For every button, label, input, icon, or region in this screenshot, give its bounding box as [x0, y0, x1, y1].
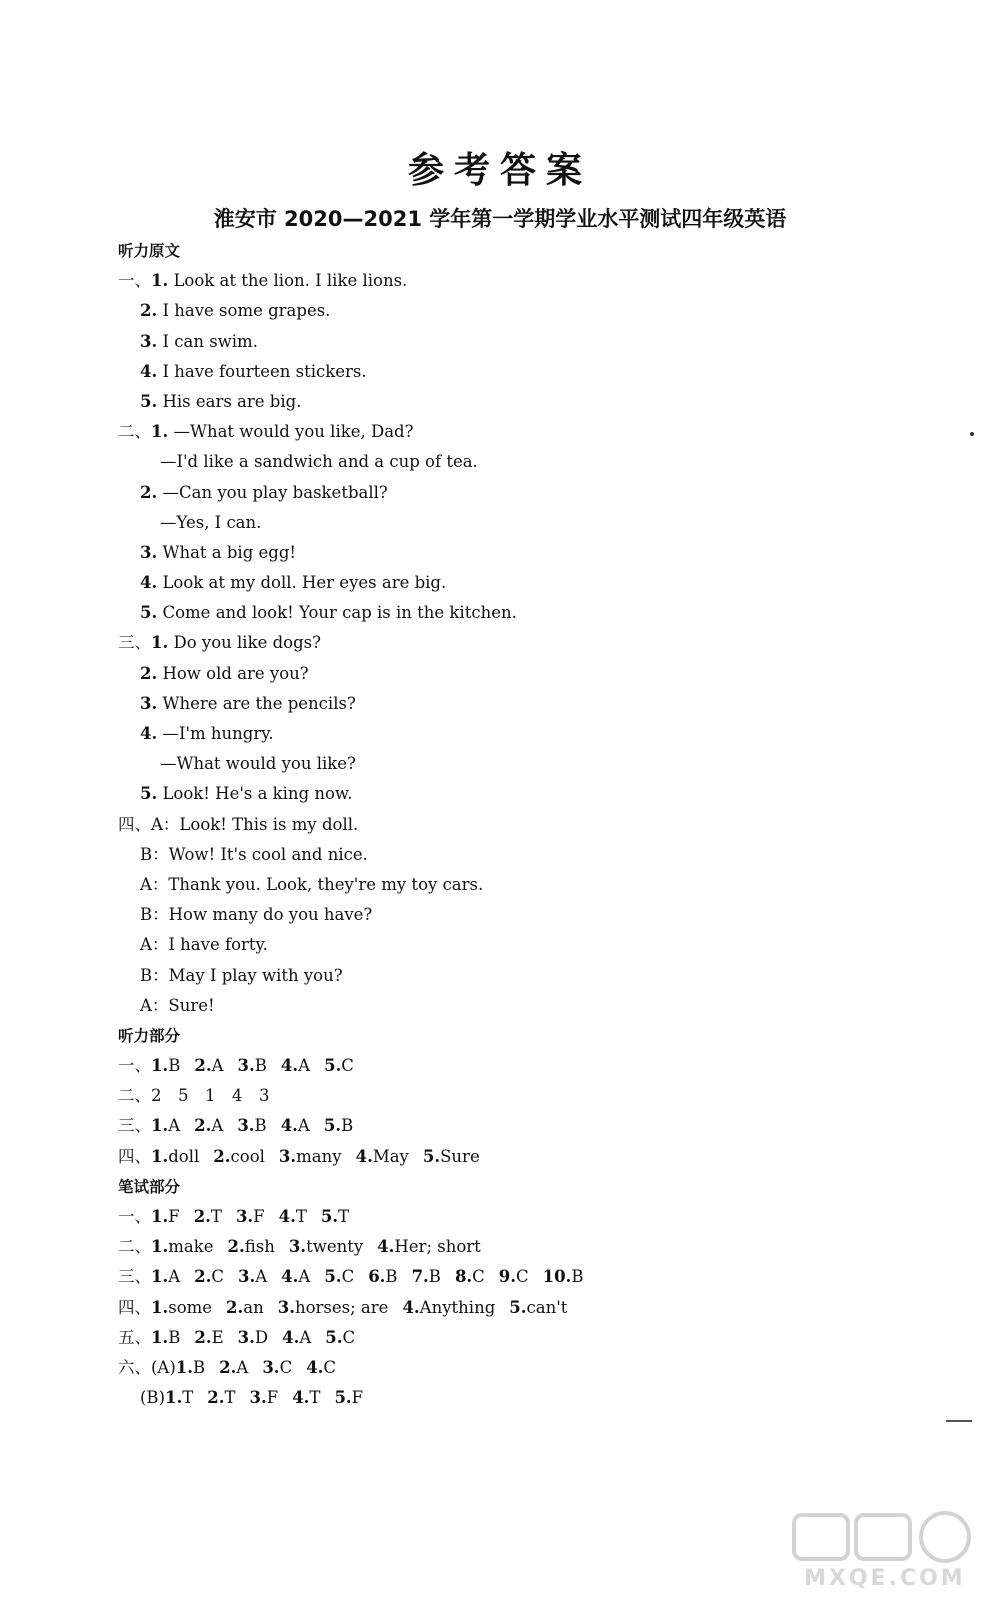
answer-value: F: [266, 1388, 279, 1408]
answer-number: 2.: [194, 1327, 212, 1347]
answer-number: 2.: [207, 1388, 225, 1408]
item-number: 1.: [151, 633, 169, 653]
sentence-text: His ears are big.: [157, 391, 302, 411]
sentence-text: I have some grapes.: [157, 301, 331, 321]
answer-value: B: [168, 1056, 181, 1076]
answer-item: [151, 1237, 213, 1256]
sentence-text: Look at my doll. Her eyes are big.: [157, 573, 447, 593]
answer-value: C: [211, 1267, 225, 1287]
sentence-text: What a big egg!: [157, 542, 297, 562]
answer-number: 3.: [235, 1207, 254, 1226]
sentence-text: Do you like dogs?: [168, 633, 321, 653]
answer-item: [194, 1267, 224, 1286]
answer-number: 5.: [323, 1116, 342, 1136]
item-number: 4.: [140, 724, 158, 743]
answer-number: 4.: [282, 1327, 300, 1347]
answer-number: 2.: [194, 1116, 212, 1136]
answer-number: 1.: [175, 1357, 194, 1377]
answer-item: [194, 1056, 223, 1075]
sentence-text: How old are you?: [157, 663, 309, 683]
speaker-label: A：: [140, 874, 169, 894]
answer-value: B: [341, 1116, 354, 1136]
answer-item: [165, 1388, 193, 1407]
answer-item: [151, 1298, 212, 1317]
answer-content: [118, 236, 938, 1413]
answer-item: [289, 1237, 363, 1256]
answer-row: [118, 1142, 938, 1172]
answer-prefix: 六、(A): [118, 1357, 176, 1377]
listening-line: [118, 840, 938, 870]
answer-item: [325, 1328, 355, 1347]
answer-number: 4.: [278, 1207, 296, 1226]
listening-line: [118, 749, 938, 779]
answer-item: [151, 1267, 180, 1286]
answer-number: 1.: [151, 1267, 169, 1287]
sentence-text: Look! He's a king now.: [157, 784, 353, 804]
answer-item: [334, 1388, 363, 1407]
dialogue-text: How many do you have?: [168, 905, 373, 925]
listening-line: [118, 961, 938, 991]
answer-value: T: [295, 1207, 307, 1226]
answer-number: 2.: [219, 1357, 237, 1377]
scan-speck: [970, 432, 974, 436]
listening-line: [118, 930, 938, 960]
answer-number: 3.: [262, 1357, 280, 1377]
listening-line: [118, 296, 938, 326]
answer-item: [281, 1116, 310, 1135]
answer-number: 2.: [194, 1267, 212, 1287]
answer-prefix: 二、: [118, 1237, 151, 1257]
answer-value: T: [210, 1207, 222, 1226]
answer-number: 4.: [402, 1297, 420, 1317]
answer-value: an: [243, 1297, 264, 1317]
answer-prefix: (B): [140, 1388, 165, 1408]
answer-value: B: [385, 1267, 398, 1287]
answer-item: [238, 1056, 267, 1075]
answer-item: [321, 1207, 349, 1226]
answer-item: [151, 1207, 180, 1226]
speaker-label: A：: [151, 814, 180, 834]
listening-line: [118, 568, 938, 598]
answer-value: Anything: [419, 1297, 496, 1317]
answer-item: [543, 1267, 584, 1286]
exam-subtitle: 淮安市 2020—2021 学年第一学期学业水平测试四年级英语: [213, 207, 787, 231]
page-title: 参考答案: [407, 149, 592, 191]
answer-value: T: [224, 1388, 236, 1408]
answer-prefix: 三、: [118, 1116, 151, 1136]
answer-prefix: 一、: [118, 1056, 151, 1076]
answer-value: C: [323, 1357, 337, 1377]
answer-item: [237, 1116, 266, 1135]
sentence-text: I have fourteen stickers.: [157, 361, 367, 381]
answer-row: [118, 1353, 938, 1383]
answer-item: [402, 1298, 495, 1317]
answer-prefix: 五、: [118, 1327, 151, 1347]
answer-number: 3.: [249, 1388, 267, 1408]
listening-line: [118, 870, 938, 900]
listening-line: [118, 779, 938, 809]
speaker-label: B：: [140, 965, 169, 985]
answer-value: B: [254, 1116, 267, 1136]
listening-line: [118, 991, 938, 1021]
answer-value: many: [296, 1146, 342, 1166]
answer-value: A: [236, 1357, 249, 1377]
answer-number: 5.: [509, 1297, 527, 1317]
part-prefix: 三、: [118, 633, 151, 653]
answer-value: twenty: [306, 1237, 364, 1257]
answer-item: [151, 1056, 180, 1075]
answer-item: [423, 1147, 480, 1166]
answer-item: [499, 1267, 529, 1286]
answer-value: B: [254, 1056, 267, 1076]
answer-row: [118, 1111, 938, 1141]
answer-row: [118, 1202, 938, 1232]
answer-item: [509, 1298, 567, 1317]
answer-value: horses; are: [294, 1297, 389, 1317]
answer-value: C: [341, 1267, 355, 1287]
listening-line: [118, 689, 938, 719]
answer-number: 2.: [227, 1237, 245, 1257]
answer-value: T: [309, 1388, 321, 1408]
answer-value: B: [168, 1327, 181, 1347]
answer-item: [238, 1267, 267, 1286]
answer-value: Her; short: [394, 1237, 481, 1257]
answer-row: [118, 1081, 938, 1111]
answer-item: [262, 1358, 292, 1377]
listening-line: [118, 538, 938, 568]
sentence-text: I can swim.: [157, 331, 258, 351]
sentence-text: —Yes, I can.: [160, 512, 262, 532]
answer-item: [292, 1388, 320, 1407]
answer-row: [118, 1232, 938, 1262]
sentence-text: —What would you like?: [160, 754, 356, 774]
answer-item: [324, 1056, 354, 1075]
answer-value: C: [341, 1056, 354, 1076]
sentence-text: —What would you like, Dad?: [168, 422, 414, 442]
answer-value: some: [168, 1297, 213, 1317]
answer-item: [236, 1207, 265, 1226]
sentence-text: —I'm hungry.: [157, 724, 274, 743]
answer-number: 3.: [238, 1267, 256, 1287]
sentence-text: Come and look! Your cap is in the kitchen.: [157, 603, 517, 623]
answer-value: Sure: [440, 1146, 480, 1166]
answer-item: [281, 1056, 310, 1075]
answer-sequence: 2 5 1 4 3: [151, 1086, 270, 1106]
answer-number: 4.: [281, 1267, 299, 1287]
listening-line: [118, 508, 938, 538]
answer-prefix: 四、: [118, 1146, 151, 1166]
dialogue-text: Look! This is my doll.: [179, 814, 359, 834]
item-number: 4.: [140, 573, 158, 593]
answer-item: [226, 1298, 264, 1317]
answer-number: 3.: [277, 1297, 295, 1317]
site-watermark-logo: [790, 1507, 980, 1597]
answer-value: F: [253, 1207, 265, 1226]
answer-number: 3.: [237, 1056, 255, 1076]
answer-number: 5.: [325, 1327, 343, 1347]
answer-number: 3.: [288, 1237, 307, 1257]
answer-value: A: [168, 1267, 181, 1287]
answer-value: C: [472, 1267, 485, 1287]
answer-number: 1.: [151, 1327, 169, 1347]
answer-value: B: [193, 1357, 206, 1377]
answer-item: [279, 1207, 307, 1226]
part-prefix: 一、: [118, 271, 151, 291]
answer-item: [455, 1267, 485, 1286]
item-number: 2.: [140, 663, 158, 683]
answer-prefix: 一、: [118, 1207, 151, 1226]
answer-value: T: [182, 1388, 194, 1408]
answer-number: 4.: [280, 1056, 299, 1076]
answer-number: 6.: [368, 1267, 386, 1287]
answer-number: 2.: [194, 1056, 212, 1076]
answer-number: 7.: [411, 1267, 429, 1287]
answer-item: [279, 1147, 342, 1166]
item-number: 5.: [140, 391, 158, 411]
answer-number: 10.: [542, 1267, 572, 1287]
answer-number: 4.: [292, 1388, 310, 1408]
answer-number: 1.: [151, 1207, 169, 1226]
answer-item: [207, 1388, 235, 1407]
answer-number: 1.: [151, 1056, 169, 1076]
answer-item: [213, 1147, 265, 1166]
answer-item: [151, 1328, 180, 1347]
answer-number: 4.: [355, 1146, 373, 1166]
answer-row: [118, 1293, 938, 1323]
answer-number: 5.: [324, 1267, 342, 1287]
part-prefix: 四、: [118, 814, 151, 834]
answer-item: [356, 1147, 409, 1166]
answer-value: A: [211, 1056, 224, 1076]
item-number: 5.: [140, 784, 158, 804]
answer-number: 4.: [280, 1116, 298, 1136]
answer-value: A: [298, 1267, 311, 1287]
speaker-label: B：: [140, 844, 169, 864]
answer-value: A: [299, 1327, 312, 1347]
answer-item: [151, 1116, 180, 1135]
answer-item: [412, 1267, 441, 1286]
watermark-icon: [790, 1507, 980, 1567]
listening-line: [118, 387, 938, 417]
listening-line: [118, 266, 938, 296]
answer-value: C: [342, 1327, 356, 1347]
answer-number: 4.: [306, 1357, 324, 1377]
item-number: 3.: [140, 331, 158, 351]
answer-item: [219, 1358, 248, 1377]
answer-number: 3.: [237, 1116, 255, 1136]
dialogue-text: I have forty.: [168, 935, 268, 955]
answer-value: cool: [230, 1146, 265, 1166]
section-heading-listening-text: 听力原文: [118, 242, 181, 260]
item-number: 3.: [140, 693, 158, 713]
item-number: 1.: [151, 271, 169, 291]
answer-item: [194, 1328, 223, 1347]
item-number: 5.: [140, 603, 158, 623]
answer-value: make: [168, 1237, 214, 1257]
answer-value: A: [297, 1116, 310, 1136]
answer-item: [377, 1237, 481, 1256]
answer-number: 5.: [334, 1388, 352, 1408]
answer-number: 9.: [498, 1267, 517, 1287]
listening-line: [118, 447, 938, 477]
sentence-text: Where are the pencils?: [157, 693, 356, 713]
listening-line: [118, 478, 938, 508]
watermark-text: MXQE.COM: [804, 1566, 966, 1591]
answer-number: 2.: [193, 1207, 211, 1226]
answer-item: [194, 1207, 222, 1226]
sentence-text: —Can you play basketball?: [157, 482, 388, 502]
answer-value: May: [372, 1146, 409, 1166]
answer-row: [118, 1383, 938, 1413]
item-number: 2.: [140, 482, 158, 502]
answer-prefix: 四、: [118, 1297, 151, 1317]
item-number: 2.: [140, 301, 158, 321]
answer-value: A: [298, 1056, 311, 1076]
speaker-label: A：: [140, 935, 169, 955]
answer-number: 5.: [320, 1207, 339, 1226]
listening-line: [118, 598, 938, 628]
listening-line: [118, 327, 938, 357]
listening-line: [118, 659, 938, 689]
item-number: 3.: [140, 542, 158, 562]
answer-value: A: [211, 1116, 224, 1136]
answer-item: [282, 1328, 311, 1347]
listening-line: [118, 810, 938, 840]
answer-value: A: [168, 1116, 181, 1136]
answer-value: C: [516, 1267, 529, 1287]
answer-item: [324, 1116, 353, 1135]
answer-prefix: 三、: [118, 1267, 151, 1287]
answer-value: T: [338, 1207, 350, 1226]
dialogue-text: Thank you. Look, they're my toy cars.: [168, 874, 484, 894]
sentence-text: Look at the lion. I like lions.: [168, 271, 408, 291]
answer-number: 5.: [422, 1146, 441, 1166]
answer-number: 3.: [278, 1146, 297, 1166]
answer-value: fish: [244, 1237, 275, 1257]
dialogue-text: Wow! It's cool and nice.: [168, 844, 368, 864]
answer-item: [151, 1147, 199, 1166]
answer-row: [118, 1262, 938, 1292]
part-prefix: 二、: [118, 422, 151, 442]
answer-value: F: [351, 1388, 364, 1408]
scan-dash: [946, 1420, 972, 1422]
listening-line: [118, 900, 938, 930]
answer-number: 2.: [213, 1146, 231, 1166]
item-number: 1.: [151, 422, 169, 442]
answer-item: [227, 1237, 274, 1256]
answer-number: 3.: [237, 1327, 255, 1347]
answer-item: [368, 1267, 397, 1286]
answer-item: [176, 1358, 205, 1377]
answer-number: 1.: [151, 1146, 169, 1166]
answer-value: doll: [168, 1146, 200, 1166]
answer-number: 1.: [151, 1297, 169, 1317]
answer-value: E: [211, 1327, 224, 1347]
answer-item: [250, 1388, 279, 1407]
answer-item: [194, 1116, 223, 1135]
answer-number: 1.: [165, 1388, 183, 1408]
item-number: 4.: [140, 361, 158, 381]
answer-value: F: [168, 1207, 180, 1226]
answer-item: [238, 1328, 268, 1347]
answer-value: B: [571, 1267, 584, 1287]
speaker-label: A：: [140, 995, 169, 1015]
answer-item: [306, 1358, 336, 1377]
answer-number: 8.: [454, 1267, 473, 1287]
section-heading-listening-answers: 听力部分: [118, 1026, 181, 1045]
answer-item: [281, 1267, 310, 1286]
answer-number: 5.: [324, 1056, 342, 1076]
answer-value: D: [254, 1327, 269, 1347]
answer-number: 2.: [226, 1297, 244, 1317]
answer-number: 1.: [151, 1237, 169, 1257]
answer-value: can't: [526, 1297, 568, 1317]
sentence-text: —I'd like a sandwich and a cup of tea.: [160, 452, 478, 472]
listening-line: [118, 719, 938, 749]
answer-row: [118, 1051, 938, 1081]
answer-value: A: [255, 1267, 268, 1287]
answer-value: B: [428, 1267, 441, 1287]
listening-line: [118, 417, 938, 447]
dialogue-text: Sure!: [168, 995, 215, 1015]
answer-item: [324, 1267, 354, 1286]
section-heading-written-answers: 笔试部分: [118, 1177, 181, 1196]
answer-number: 4.: [377, 1237, 395, 1257]
speaker-label: B：: [140, 905, 169, 925]
answer-value: C: [279, 1357, 293, 1377]
answer-row: [118, 1323, 938, 1353]
dialogue-text: May I play with you?: [168, 965, 343, 985]
listening-line: [118, 357, 938, 387]
answer-item: [278, 1298, 389, 1317]
listening-line: [118, 628, 938, 658]
answer-prefix: 二、: [118, 1086, 151, 1106]
answer-number: 1.: [151, 1116, 169, 1136]
